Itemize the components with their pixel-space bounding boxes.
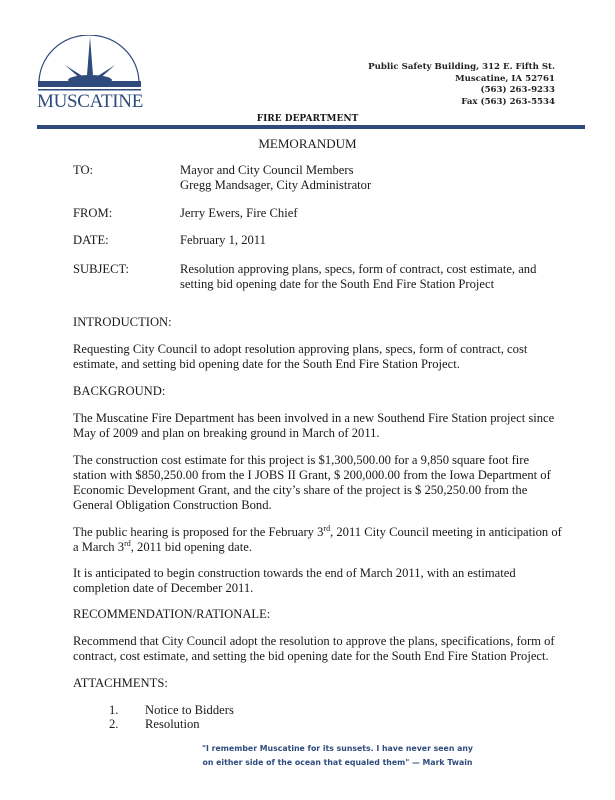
subject-value	[180, 262, 536, 292]
recipient: Gregg Mandsager, City Administrator	[180, 178, 372, 192]
fax: Fax (563) 263-5534	[461, 96, 555, 107]
background-heading: BACKGROUND:	[73, 384, 166, 398]
intro-heading: INTRODUCTION:	[73, 315, 172, 329]
phone: (563) 263-9233	[480, 85, 555, 95]
text-line: It is anticipated to begin construction towards the end of March 2011, with an estimated	[73, 566, 516, 580]
logo-text: MUSCATINE	[37, 91, 144, 112]
text-line: Economic Development Grant, and the city’s share of the project is $ 250,250.00 from the	[73, 483, 528, 497]
from-label: FROM:	[73, 206, 113, 220]
text-line: The construction cost estimate for this project is $1,300,500.00 for a 9,850 square foot fire	[73, 453, 530, 467]
subject-line: Resolution approving plans, specs, form of contract, cost estimate, and	[180, 262, 537, 276]
address-city: Muscatine, IA 52761	[455, 73, 555, 84]
text-line	[73, 525, 562, 540]
background-paragraph-3	[73, 525, 562, 555]
recipient: Mayor and City Council Members	[180, 163, 354, 177]
text-line: The Muscatine Fire Department has been involved in a new Southend Fire Station project since	[73, 411, 555, 425]
date-label: DATE:	[73, 233, 109, 247]
text: , 2011 City Council meeting in anticipation of	[330, 525, 562, 539]
date-value: February 1, 2011	[180, 233, 266, 247]
footer-quote	[60, 742, 615, 770]
to-value	[180, 163, 371, 193]
address-block	[368, 62, 555, 108]
attachment-number: 1.	[109, 703, 119, 717]
attachments-heading: ATTACHMENTS:	[73, 676, 168, 690]
text-line: station with $850,250.00 from the I JOBS II Grant, $ 200,000.00 from the Iowa Department of	[73, 468, 551, 482]
from-value: Jerry Ewers, Fire Chief	[180, 206, 298, 220]
intro-paragraph	[73, 342, 527, 372]
attachment-item: Notice to Bidders	[145, 703, 234, 717]
background-paragraph-4	[73, 566, 516, 596]
text-line: contract, cost estimate, and setting the bid opening date for the South End Fire Station Project.	[73, 649, 549, 663]
background-paragraph-1	[73, 411, 554, 441]
text-line: General Obligation Construction Bond.	[73, 498, 272, 512]
ordinal-suffix: rd	[124, 538, 131, 548]
text-line: Recommend that City Council adopt the resolution to approve the plans, specifications, form of	[73, 634, 555, 648]
quote-line: "I remember Muscatine for its sunsets. I have never seen any	[202, 744, 473, 753]
background-paragraph-2	[73, 453, 551, 513]
text-line	[73, 540, 562, 555]
to-label: TO:	[73, 163, 94, 177]
memo-title: MEMORANDUM	[258, 136, 357, 151]
ordinal-suffix: rd	[323, 523, 331, 533]
text-line: completion date of December 2011.	[73, 581, 254, 595]
attachment-item: Resolution	[145, 717, 200, 731]
text-line: estimate, and setting bid opening date for the South End Fire Station Project.	[73, 357, 460, 371]
recommendation-paragraph	[73, 634, 555, 664]
text-line: Requesting City Council to adopt resolution approving plans, specs, form of contract, cost	[73, 342, 528, 356]
address-line: Public Safety Building, 312 E. Fifth St.	[368, 62, 555, 72]
text: The public hearing is proposed for the February 3	[73, 525, 324, 539]
subject-line: setting bid opening date for the South End Fire Station Project	[180, 277, 495, 291]
recommendation-heading: RECOMMENDATION/RATIONALE:	[73, 607, 271, 621]
text-line: May of 2009 and plan on breaking ground in March of 2011.	[73, 426, 380, 440]
department-name: FIRE DEPARTMENT	[256, 114, 359, 124]
subject-label: SUBJECT:	[73, 262, 130, 276]
attachment-number: 2.	[109, 717, 119, 731]
quote-line: on either side of the ocean that equaled them" — Mark Twain	[202, 758, 473, 767]
text: , 2011 bid opening date.	[130, 540, 252, 554]
header-rule	[37, 125, 585, 129]
text: a March 3	[73, 540, 125, 554]
